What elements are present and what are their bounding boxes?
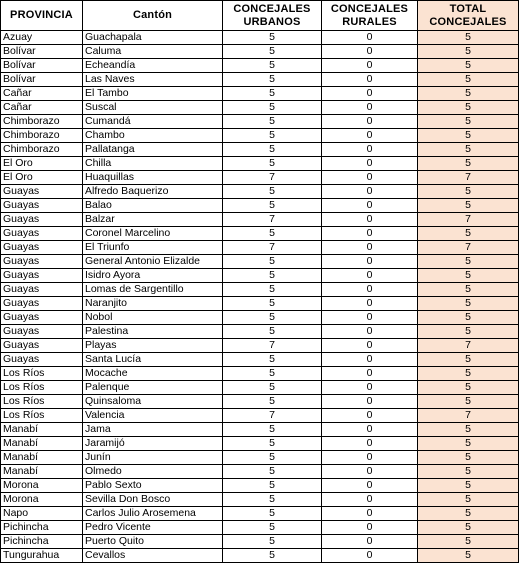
- cell-provincia: Bolívar: [1, 59, 83, 73]
- cell-canton: Puerto Quito: [83, 535, 223, 549]
- cell-total: 7: [418, 409, 519, 423]
- table-row: [1, 227, 519, 241]
- cell-total: 5: [418, 465, 519, 479]
- header-total-concejales: [418, 1, 519, 31]
- table-row: [1, 409, 519, 423]
- cell-urbanos: 5: [223, 311, 322, 325]
- cell-total: 5: [418, 227, 519, 241]
- cell-canton: Mocache: [83, 367, 223, 381]
- cell-total: 5: [418, 493, 519, 507]
- cell-urbanos: 5: [223, 101, 322, 115]
- header-concejales-rurales: [322, 1, 418, 31]
- table-row: [1, 521, 519, 535]
- cell-canton: Chambo: [83, 129, 223, 143]
- cell-canton: Las Naves: [83, 73, 223, 87]
- cell-canton: Jama: [83, 423, 223, 437]
- cell-total: 7: [418, 171, 519, 185]
- cell-urbanos: 5: [223, 521, 322, 535]
- cell-urbanos: 5: [223, 157, 322, 171]
- cell-urbanos: 5: [223, 129, 322, 143]
- table-row: [1, 311, 519, 325]
- table-row: [1, 535, 519, 549]
- cell-rurales: 0: [322, 451, 418, 465]
- cell-canton: Pablo Sexto: [83, 479, 223, 493]
- cell-rurales: 0: [322, 493, 418, 507]
- cell-canton: Suscal: [83, 101, 223, 115]
- header-rurales-line1: CONCEJALES: [330, 2, 409, 15]
- cell-provincia: Guayas: [1, 311, 83, 325]
- cell-total: 5: [418, 549, 519, 563]
- header-row: [1, 1, 519, 31]
- cell-provincia: Los Ríos: [1, 367, 83, 381]
- cell-total: 5: [418, 199, 519, 213]
- cell-urbanos: 5: [223, 45, 322, 59]
- cell-total: 5: [418, 395, 519, 409]
- table-row: [1, 115, 519, 129]
- cell-rurales: 0: [322, 311, 418, 325]
- table-row: [1, 73, 519, 87]
- cell-rurales: 0: [322, 409, 418, 423]
- cell-provincia: Guayas: [1, 185, 83, 199]
- cell-total: 5: [418, 283, 519, 297]
- cell-urbanos: 5: [223, 507, 322, 521]
- cell-canton: Playas: [83, 339, 223, 353]
- table-row: [1, 101, 519, 115]
- cell-total: 5: [418, 521, 519, 535]
- header-rurales-line2: RURALES: [342, 15, 397, 28]
- cell-total: 5: [418, 101, 519, 115]
- cell-provincia: Tungurahua: [1, 549, 83, 563]
- cell-rurales: 0: [322, 479, 418, 493]
- cell-rurales: 0: [322, 507, 418, 521]
- header-provincia: PROVINCIA: [1, 1, 83, 31]
- table-row: [1, 213, 519, 227]
- cell-rurales: 0: [322, 353, 418, 367]
- cell-total: 5: [418, 381, 519, 395]
- cell-provincia: Guayas: [1, 213, 83, 227]
- table-row: [1, 367, 519, 381]
- cell-provincia: Morona: [1, 479, 83, 493]
- cell-rurales: 0: [322, 325, 418, 339]
- cell-total: 5: [418, 59, 519, 73]
- cell-provincia: Guayas: [1, 269, 83, 283]
- cell-canton: Quinsaloma: [83, 395, 223, 409]
- header-concejales-urbanos: [223, 1, 322, 31]
- cell-canton: Palenque: [83, 381, 223, 395]
- cell-total: 5: [418, 437, 519, 451]
- cell-urbanos: 5: [223, 59, 322, 73]
- cell-total: 5: [418, 73, 519, 87]
- cell-total: 5: [418, 115, 519, 129]
- cell-urbanos: 5: [223, 185, 322, 199]
- cell-urbanos: 5: [223, 367, 322, 381]
- cell-canton: Isidro Ayora: [83, 269, 223, 283]
- cell-provincia: Guayas: [1, 353, 83, 367]
- cell-provincia: Guayas: [1, 325, 83, 339]
- table-row: [1, 45, 519, 59]
- cell-rurales: 0: [322, 423, 418, 437]
- cell-urbanos: 5: [223, 549, 322, 563]
- cell-canton: Echeandía: [83, 59, 223, 73]
- cell-urbanos: 7: [223, 409, 322, 423]
- cell-canton: Balao: [83, 199, 223, 213]
- cell-rurales: 0: [322, 129, 418, 143]
- cell-canton: Olmedo: [83, 465, 223, 479]
- header-urbanos-line1: CONCEJALES: [233, 2, 311, 15]
- cell-canton: Cevallos: [83, 549, 223, 563]
- table-row: [1, 59, 519, 73]
- table-row: [1, 185, 519, 199]
- cell-urbanos: 5: [223, 143, 322, 157]
- table-row: [1, 395, 519, 409]
- cell-total: 5: [418, 269, 519, 283]
- cell-total: 5: [418, 185, 519, 199]
- cell-urbanos: 7: [223, 339, 322, 353]
- cell-total: 5: [418, 535, 519, 549]
- cell-provincia: Guayas: [1, 297, 83, 311]
- table-row: [1, 507, 519, 521]
- cell-rurales: 0: [322, 521, 418, 535]
- cell-canton: Cumandá: [83, 115, 223, 129]
- cell-total: 5: [418, 325, 519, 339]
- cell-rurales: 0: [322, 283, 418, 297]
- cell-provincia: Guayas: [1, 283, 83, 297]
- cell-canton: El Tambo: [83, 87, 223, 101]
- cell-provincia: Guayas: [1, 339, 83, 353]
- cell-urbanos: 5: [223, 353, 322, 367]
- cell-provincia: Manabí: [1, 451, 83, 465]
- cell-rurales: 0: [322, 143, 418, 157]
- cell-rurales: 0: [322, 367, 418, 381]
- table-row: [1, 549, 519, 563]
- cell-canton: General Antonio Elizalde: [83, 255, 223, 269]
- cell-canton: Santa Lucía: [83, 353, 223, 367]
- table-row: [1, 241, 519, 255]
- cell-provincia: Chimborazo: [1, 115, 83, 129]
- cell-canton: Balzar: [83, 213, 223, 227]
- cell-urbanos: 5: [223, 115, 322, 129]
- cell-canton: Alfredo Baquerizo: [83, 185, 223, 199]
- cell-total: 5: [418, 143, 519, 157]
- cell-rurales: 0: [322, 31, 418, 45]
- cell-total: 5: [418, 45, 519, 59]
- cell-rurales: 0: [322, 185, 418, 199]
- cell-canton: Pedro Vicente: [83, 521, 223, 535]
- cell-total: 5: [418, 31, 519, 45]
- cell-total: 5: [418, 157, 519, 171]
- cell-provincia: Napo: [1, 507, 83, 521]
- cell-rurales: 0: [322, 549, 418, 563]
- cell-rurales: 0: [322, 45, 418, 59]
- header-urbanos-line2: URBANOS: [243, 15, 301, 28]
- table-row: [1, 143, 519, 157]
- cell-provincia: Guayas: [1, 199, 83, 213]
- cell-total: 5: [418, 479, 519, 493]
- cell-urbanos: 7: [223, 241, 322, 255]
- cell-total: 5: [418, 451, 519, 465]
- cell-canton: Palestina: [83, 325, 223, 339]
- cell-total: 5: [418, 255, 519, 269]
- cell-canton: Coronel Marcelino: [83, 227, 223, 241]
- cell-provincia: Bolívar: [1, 73, 83, 87]
- cell-canton: Caluma: [83, 45, 223, 59]
- table-row: [1, 157, 519, 171]
- table-body: [1, 31, 519, 563]
- cell-provincia: Manabí: [1, 465, 83, 479]
- cell-urbanos: 5: [223, 283, 322, 297]
- cell-urbanos: 5: [223, 73, 322, 87]
- cell-urbanos: 5: [223, 199, 322, 213]
- cell-provincia: Los Ríos: [1, 381, 83, 395]
- cell-rurales: 0: [322, 269, 418, 283]
- cell-urbanos: 5: [223, 479, 322, 493]
- cell-total: 5: [418, 507, 519, 521]
- table-row: [1, 493, 519, 507]
- cell-canton: Pallatanga: [83, 143, 223, 157]
- cell-urbanos: 7: [223, 213, 322, 227]
- header-canton: Cantón: [83, 1, 223, 31]
- cell-urbanos: 5: [223, 493, 322, 507]
- cell-rurales: 0: [322, 73, 418, 87]
- cell-rurales: 0: [322, 213, 418, 227]
- header-total-line1: TOTAL: [449, 2, 487, 15]
- cell-canton: El Triunfo: [83, 241, 223, 255]
- cell-provincia: Cañar: [1, 87, 83, 101]
- cell-urbanos: 5: [223, 535, 322, 549]
- cell-total: 5: [418, 423, 519, 437]
- table-row: [1, 129, 519, 143]
- cell-provincia: El Oro: [1, 171, 83, 185]
- cell-urbanos: 5: [223, 451, 322, 465]
- cell-urbanos: 5: [223, 423, 322, 437]
- cell-canton: Jaramijó: [83, 437, 223, 451]
- table-row: [1, 31, 519, 45]
- table-row: [1, 87, 519, 101]
- table-row: [1, 339, 519, 353]
- cell-provincia: Morona: [1, 493, 83, 507]
- cell-rurales: 0: [322, 465, 418, 479]
- cell-canton: Naranjito: [83, 297, 223, 311]
- cell-total: 5: [418, 297, 519, 311]
- cell-total: 7: [418, 241, 519, 255]
- cell-urbanos: 5: [223, 297, 322, 311]
- cell-urbanos: 5: [223, 381, 322, 395]
- cell-rurales: 0: [322, 297, 418, 311]
- cell-rurales: 0: [322, 101, 418, 115]
- cell-rurales: 0: [322, 115, 418, 129]
- table-row: [1, 423, 519, 437]
- cell-rurales: 0: [322, 59, 418, 73]
- table-row: [1, 479, 519, 493]
- cell-urbanos: 5: [223, 437, 322, 451]
- cell-total: 7: [418, 213, 519, 227]
- cell-provincia: Chimborazo: [1, 143, 83, 157]
- cell-canton: Guachapala: [83, 31, 223, 45]
- cell-total: 5: [418, 129, 519, 143]
- table-row: [1, 255, 519, 269]
- cell-total: 5: [418, 311, 519, 325]
- cell-rurales: 0: [322, 87, 418, 101]
- cell-total: 7: [418, 339, 519, 353]
- cell-urbanos: 5: [223, 395, 322, 409]
- cell-provincia: Pichincha: [1, 535, 83, 549]
- cell-canton: Chilla: [83, 157, 223, 171]
- table-row: [1, 269, 519, 283]
- table-row: [1, 451, 519, 465]
- cell-rurales: 0: [322, 227, 418, 241]
- table-row: [1, 171, 519, 185]
- cell-rurales: 0: [322, 255, 418, 269]
- table-row: [1, 283, 519, 297]
- cell-urbanos: 5: [223, 227, 322, 241]
- cell-rurales: 0: [322, 199, 418, 213]
- cell-total: 5: [418, 353, 519, 367]
- cell-provincia: Manabí: [1, 437, 83, 451]
- cell-rurales: 0: [322, 437, 418, 451]
- cell-rurales: 0: [322, 171, 418, 185]
- cell-provincia: El Oro: [1, 157, 83, 171]
- table-row: [1, 381, 519, 395]
- cell-provincia: Los Ríos: [1, 409, 83, 423]
- cell-provincia: Guayas: [1, 241, 83, 255]
- table-row: [1, 325, 519, 339]
- table-row: [1, 353, 519, 367]
- header-total-line2: CONCEJALES: [429, 15, 507, 28]
- cell-provincia: Guayas: [1, 227, 83, 241]
- cell-rurales: 0: [322, 535, 418, 549]
- cell-urbanos: 5: [223, 465, 322, 479]
- table-row: [1, 297, 519, 311]
- cell-total: 5: [418, 87, 519, 101]
- cell-urbanos: 5: [223, 87, 322, 101]
- cell-urbanos: 7: [223, 171, 322, 185]
- cell-provincia: Los Ríos: [1, 395, 83, 409]
- cell-provincia: Guayas: [1, 255, 83, 269]
- cell-rurales: 0: [322, 157, 418, 171]
- cell-provincia: Pichincha: [1, 521, 83, 535]
- cell-provincia: Chimborazo: [1, 129, 83, 143]
- table-row: [1, 437, 519, 451]
- cell-provincia: Bolívar: [1, 45, 83, 59]
- cell-urbanos: 5: [223, 255, 322, 269]
- cell-canton: Junín: [83, 451, 223, 465]
- cell-provincia: Manabí: [1, 423, 83, 437]
- cell-canton: Huaquillas: [83, 171, 223, 185]
- cell-provincia: Cañar: [1, 101, 83, 115]
- cell-provincia: Azuay: [1, 31, 83, 45]
- cell-canton: Valencia: [83, 409, 223, 423]
- cell-rurales: 0: [322, 241, 418, 255]
- cell-urbanos: 5: [223, 269, 322, 283]
- cell-canton: Carlos Julio Arosemena: [83, 507, 223, 521]
- cell-canton: Nobol: [83, 311, 223, 325]
- cell-total: 5: [418, 367, 519, 381]
- table-row: [1, 199, 519, 213]
- cell-canton: Lomas de Sargentillo: [83, 283, 223, 297]
- cell-rurales: 0: [322, 381, 418, 395]
- cell-urbanos: 5: [223, 31, 322, 45]
- table-row: [1, 465, 519, 479]
- cell-canton: Sevilla Don Bosco: [83, 493, 223, 507]
- cell-urbanos: 5: [223, 325, 322, 339]
- cell-rurales: 0: [322, 339, 418, 353]
- cell-rurales: 0: [322, 395, 418, 409]
